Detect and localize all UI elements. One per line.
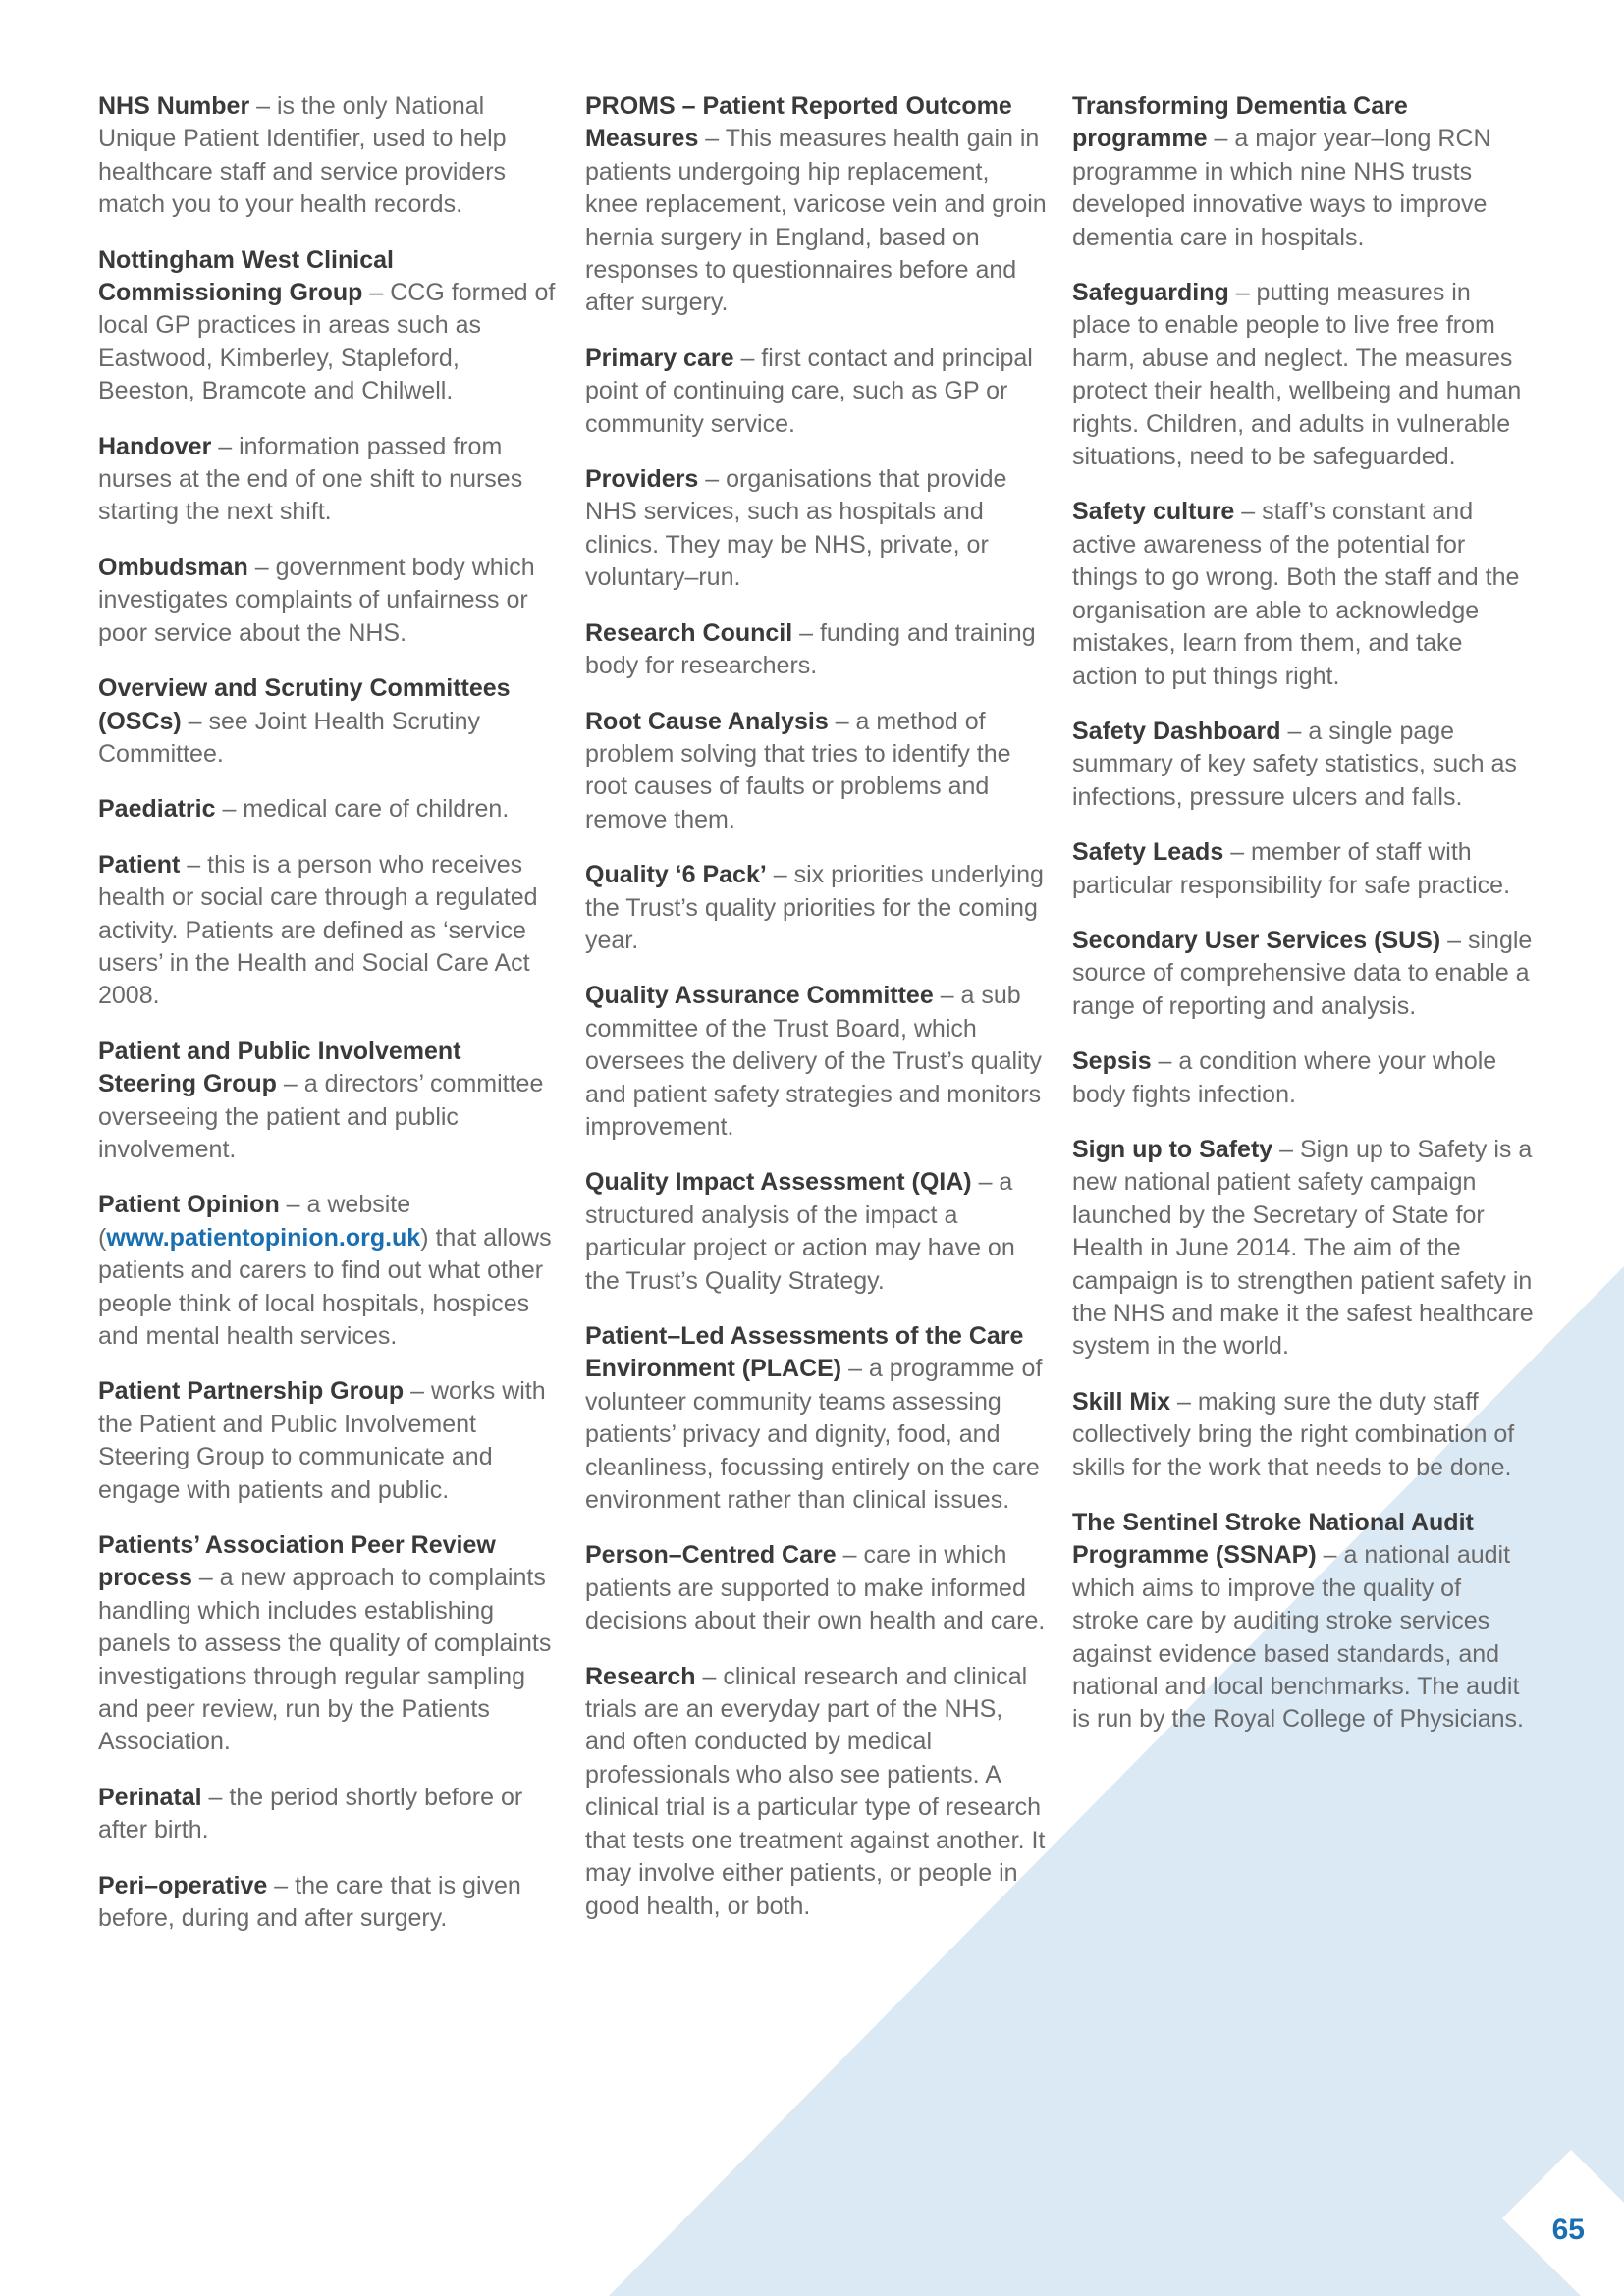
page-number: 65	[1551, 2214, 1585, 2246]
glossary-definition: – a sub committee of the Trust Board, which oversees the delivery of the Trust’s quality and patient safety strategies and monitors improvement.	[585, 982, 1043, 1141]
glossary-entry	[1072, 277, 1534, 473]
glossary-definition: – a method of problem solving that tries to identify the root causes of faults or problems and remove them.	[585, 707, 1011, 833]
glossary-entry	[1072, 836, 1534, 902]
glossary-entry	[98, 431, 560, 529]
glossary-definition: – medical care of children.	[215, 795, 510, 824]
glossary-entry	[585, 1539, 1047, 1637]
glossary-term: Paediatric	[98, 795, 216, 824]
glossary-definition: – works with the Patient and Public Involvement Steering Group to communicate and engage with patients and public.	[98, 1377, 546, 1504]
glossary-term: Safety Leads	[1072, 838, 1224, 867]
column-3	[1072, 90, 1534, 1759]
glossary-definition: – care in which patients are supported to make informed decisions about their own health and care.	[585, 1541, 1046, 1635]
glossary-entry	[1072, 925, 1534, 1023]
glossary-entry	[1072, 1134, 1534, 1363]
glossary-entry	[585, 980, 1047, 1144]
glossary-entry	[98, 1870, 560, 1936]
glossary-term: Peri–operative	[98, 1871, 268, 1899]
glossary-term: PROMS – Patient Reported Outcome Measures	[585, 92, 1012, 153]
glossary-term: Nottingham West Clinical Commissioning Group	[98, 245, 394, 307]
glossary-definition: – CCG formed of local GP practices in areas such as Eastwood, Kimberley, Stapleford, Beeston, Bramcote and Chilwell.	[98, 279, 556, 405]
glossary-definition: – information passed from nurses at the end of one shift to nurses starting the next shift.	[98, 432, 523, 526]
glossary-entry	[585, 617, 1047, 683]
glossary-definition: – a national audit which aims to improve the quality of stroke care by auditing stroke services against evidence based standards, and national and local benchmarks. The audit is run by the Royal College of Physicians.	[1072, 1541, 1524, 1734]
glossary-entry	[585, 1320, 1047, 1517]
glossary-entry	[98, 90, 560, 222]
glossary-term: Research Council	[585, 618, 793, 647]
glossary-entry	[585, 1661, 1047, 1923]
glossary-entry	[585, 343, 1047, 441]
column-1	[98, 90, 560, 1958]
glossary-definition: – clinical research and clinical trials are an everyday part of the NHS, and often conducted by medical professionals who also see patients. A clinical trial is a particular type of research that tests one treatment against another. It may involve either patients, or people in good health, or both.	[585, 1662, 1046, 1920]
glossary-entry	[98, 1036, 560, 1167]
glossary-definition: – This measures health gain in patients undergoing hip replacement, knee replacement, varicose vein and groin hernia surgery in England, based on responses to questionnaires before and after surgery.	[585, 125, 1047, 317]
glossary-definition: – a single page summary of key safety statistics, such as infections, pressure ulcers and falls.	[1072, 717, 1517, 811]
glossary-definition: – a directors’ committee overseeing the patient and public involvement.	[98, 1070, 544, 1163]
glossary-definition: – a website (	[98, 1191, 411, 1252]
column-2	[585, 90, 1047, 1946]
glossary-term: Person–Centred Care	[585, 1541, 837, 1570]
glossary-definition: – Sign up to Safety is a new national patient safety campaign launched by the Secretary of State for Health in June 2014. The aim of the campaign is to strengthen patient safety in the NHS and make it the safest healthcare system in the world.	[1072, 1135, 1534, 1361]
glossary-entry	[1072, 1045, 1534, 1111]
glossary-definition: – the period shortly before or after birth.	[98, 1783, 523, 1844]
glossary-definition: – organisations that provide NHS services, such as hospitals and clinics. They may be NHS, private, or voluntary–run.	[585, 465, 1007, 592]
glossary-term: Transforming Dementia Care programme	[1072, 92, 1408, 153]
glossary-definition: – first contact and principal point of continuing care, such as GP or community service.	[585, 344, 1033, 438]
glossary-definition: – a structured analysis of the impact a particular project or action may have on the Trust’s Quality Strategy.	[585, 1168, 1015, 1295]
glossary-entry	[1072, 716, 1534, 814]
glossary-definition: – funding and training body for researchers.	[585, 618, 1036, 680]
glossary-definition: – government body which investigates complaints of unfairness or poor service about the NHS.	[98, 553, 535, 647]
glossary-term: Patients’ Association Peer Review process	[98, 1531, 496, 1592]
glossary-term: Sepsis	[1072, 1047, 1152, 1076]
glossary-term: Patient Partnership Group	[98, 1377, 405, 1406]
glossary-term: Patient Opinion	[98, 1191, 280, 1219]
glossary-term: The Sentinel Stroke National Audit Programme (SSNAP)	[1072, 1509, 1474, 1570]
glossary-entry	[98, 1375, 560, 1507]
glossary-definition: – a major year–long RCN programme in which nine NHS trusts developed innovative ways to improve dementia care in hospitals.	[1072, 125, 1491, 251]
glossary-definition: – making sure the duty staff collectively bring the right combination of skills for the work that needs to be done.	[1072, 1387, 1515, 1481]
website-link[interactable]: www.patientopinion.org.uk	[106, 1223, 421, 1252]
glossary-term: NHS Number	[98, 92, 250, 120]
glossary-term: Ombudsman	[98, 553, 248, 581]
glossary-definition: – a new approach to complaints handling which includes establishing panels to assess the quality of complaints investigations through regular sampling and peer review, run by the Patients Association.	[98, 1564, 552, 1756]
glossary-entry	[1072, 496, 1534, 692]
glossary-entry	[1072, 90, 1534, 254]
glossary-entry	[98, 672, 560, 771]
glossary-definition: – is the only National Unique Patient Identifier, used to help healthcare staff and service providers match you to your health records.	[98, 92, 507, 219]
glossary-entry	[585, 859, 1047, 957]
glossary-entry	[98, 1529, 560, 1759]
glossary-term: Secondary User Services (SUS)	[1072, 926, 1441, 954]
glossary-definition: – a programme of volunteer community teams assessing patients’ privacy and dignity, food, and cleanliness, focussing entirely on the care environment rather than clinical issues.	[585, 1355, 1043, 1515]
glossary-entry	[98, 1782, 560, 1847]
glossary-entry	[585, 1166, 1047, 1298]
glossary-definition: – member of staff with particular responsibility for safe practice.	[1072, 838, 1511, 899]
glossary-definition: – staff’s constant and active awareness of the potential for things to go wrong. Both the staff and the organisation are able to acknowledge mistakes, learn from them, and take action to put things right.	[1072, 498, 1520, 690]
glossary-entry	[98, 793, 560, 826]
glossary-entry	[1072, 1507, 1534, 1736]
glossary-term: Quality ‘6 Pack’	[585, 861, 767, 889]
glossary-entry	[98, 552, 560, 650]
glossary-entry	[1072, 1386, 1534, 1484]
glossary-entry	[585, 706, 1047, 837]
glossary-term: Primary care	[585, 344, 734, 372]
glossary-term: Handover	[98, 432, 212, 460]
glossary-term: Research	[585, 1662, 696, 1690]
glossary-entry	[585, 90, 1047, 320]
glossary-term: Safeguarding	[1072, 279, 1229, 307]
glossary-entry	[585, 463, 1047, 595]
glossary-term: Skill Mix	[1072, 1387, 1171, 1415]
glossary-term: Sign up to Safety	[1072, 1135, 1273, 1163]
glossary-term: Root Cause Analysis	[585, 707, 829, 735]
glossary-term: Quality Impact Assessment (QIA)	[585, 1168, 972, 1197]
glossary-term: Perinatal	[98, 1783, 202, 1811]
glossary-entry	[98, 849, 560, 1013]
glossary-term: Patient and Public Involvement Steering Group	[98, 1037, 461, 1098]
glossary-term: Patient–Led Assessments of the Care Environment (PLACE)	[585, 1322, 1024, 1383]
glossary-term: Safety Dashboard	[1072, 717, 1281, 745]
glossary-definition-continued: ) that allows patients and carers to find out what other people think of local hospitals, hospices and mental health services.	[98, 1223, 552, 1350]
glossary-term: Safety culture	[1072, 498, 1235, 526]
glossary-term: Overview and Scrutiny Committees (OSCs)	[98, 674, 511, 735]
glossary-definition: – a condition where your whole body fights infection.	[1072, 1047, 1497, 1108]
glossary-term: Patient	[98, 850, 181, 879]
glossary-definition: – this is a person who receives health or social care through a regulated activity. Patients are defined as ‘service users’ in the Health and Social Care Act 2008.	[98, 850, 538, 1010]
glossary-term: Providers	[585, 465, 699, 494]
glossary-definition: – putting measures in place to enable people to live free from harm, abuse and neglect. The measures protect their health, wellbeing and human rights. Children, and adults in vulnerable situations, need to be safeguarded.	[1072, 279, 1522, 471]
glossary-entry	[98, 1189, 560, 1353]
glossary-term: Quality Assurance Committee	[585, 982, 934, 1010]
glossary-definition: – six priorities underlying the Trust’s quality priorities for the coming year.	[585, 861, 1044, 954]
glossary-definition: – see Joint Health Scrutiny Committee.	[98, 707, 481, 768]
glossary-entry	[98, 244, 560, 408]
glossary-definition: – single source of comprehensive data to enable a range of reporting and analysis.	[1072, 926, 1533, 1020]
glossary-definition: – the care that is given before, during and after surgery.	[98, 1871, 521, 1933]
